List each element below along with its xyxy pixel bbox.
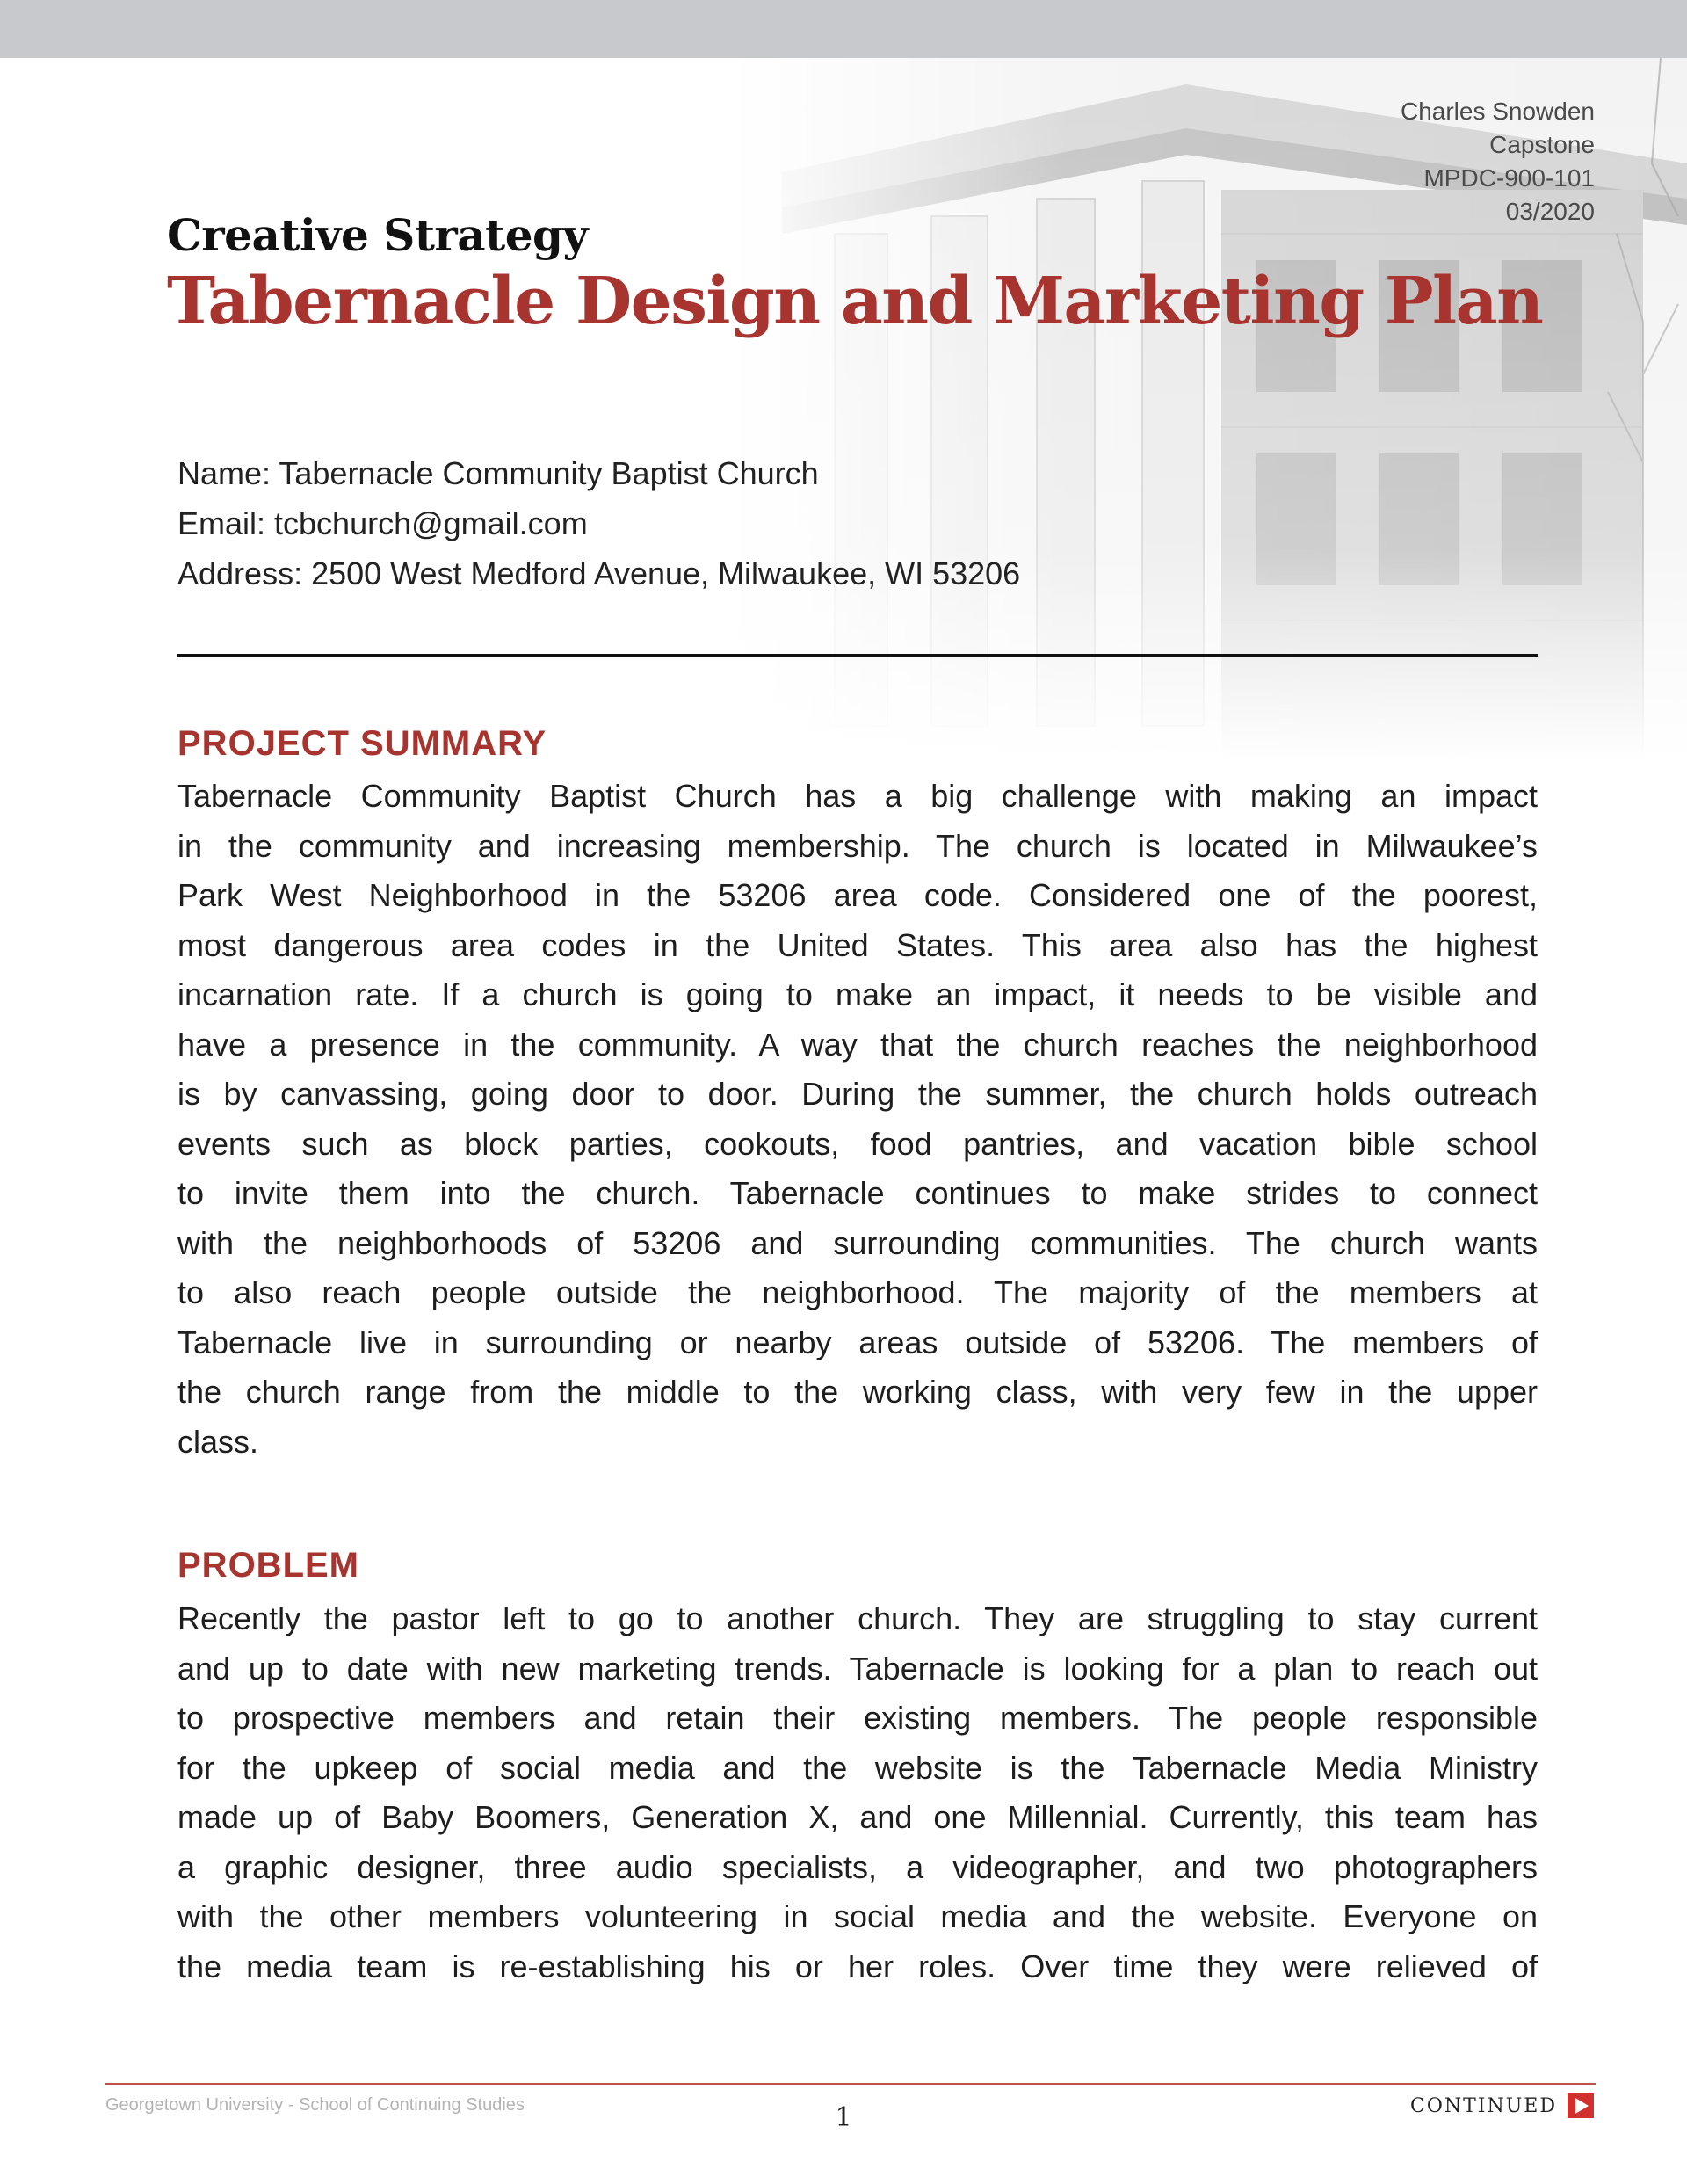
paragraph-line: with the neighborhoods of 53206 and surrounding communities. The church wants [177, 1224, 1538, 1261]
date: 03/2020 [1505, 198, 1595, 225]
paragraph-line: Tabernacle live in surrounding or nearby areas outside of 53206. The members of [177, 1324, 1538, 1360]
paragraph-line: for the upkeep of social media and the website is the Tabernacle Media Ministry [177, 1749, 1538, 1786]
course-code: MPDC-900-101 [1423, 164, 1595, 192]
author-name: Charles Snowden [1400, 98, 1595, 125]
play-arrow-icon[interactable] [1568, 2093, 1594, 2118]
paragraph-line: with the other members volunteering in social media and the website. Everyone on [177, 1898, 1538, 1934]
kicker-title: Creative Strategy [167, 209, 589, 261]
footer-institution: Georgetown University - School of Continuing Studies [105, 2095, 525, 2115]
project-summary-heading: PROJECT SUMMARY [177, 724, 547, 763]
project-summary-paragraph [177, 772, 1538, 1467]
paragraph-line: to invite them into the church. Tabernacle continues to make strides to connect [177, 1175, 1538, 1211]
paragraph-line: events such as block parties, cookouts, food pantries, and vacation bible school [177, 1125, 1538, 1162]
continued-label: CONTINUED [1410, 2094, 1557, 2117]
paragraph-line: is by canvassing, going door to door. During the summer, the church holds outreach [177, 1076, 1538, 1112]
problem-heading: PROBLEM [177, 1546, 359, 1585]
footer-divider [105, 2083, 1596, 2085]
paragraph-line: Park West Neighborhood in the 53206 area code. Considered one of the poorest, [177, 877, 1538, 913]
paragraph-line: most dangerous area codes in the United States. This area also has the highest [177, 926, 1538, 963]
paragraph-line: incarnation rate. If a church is going to make an impact, it needs to be visible and [177, 976, 1538, 1012]
paragraph-line: Recently the pastor left to go to another church. They are struggling to stay current [177, 1600, 1538, 1636]
contact-address: Address: 2500 West Medford Avenue, Milwaukee, WI 53206 [177, 555, 1021, 591]
page-title: Tabernacle Design and Marketing Plan [167, 264, 1543, 339]
paragraph-line: the church range from the middle to the working class, with very few in the upper [177, 1374, 1538, 1410]
paragraph-line: a graphic designer, three audio specialists, a videographer, and two photographers [177, 1848, 1538, 1885]
paragraph-line: in the community and increasing membership. The church is located in Milwaukee’s [177, 827, 1538, 864]
page-number: 1 [835, 2102, 852, 2133]
paragraph-line: made up of Baby Boomers, Generation X, and one Millennial. Currently, this team has [177, 1799, 1538, 1835]
paragraph-line: the media team is re-establishing his or her roles. Over time they were relieved of [177, 1948, 1538, 1984]
top-bar [0, 0, 1687, 58]
contact-name: Name: Tabernacle Community Baptist Church [177, 455, 819, 491]
paragraph-line: have a presence in the community. A way that the church reaches the neighborhood [177, 1026, 1538, 1063]
course-name: Capstone [1489, 131, 1595, 158]
author-block [1401, 95, 1595, 229]
paragraph-line: and up to date with new marketing trends. Tabernacle is looking for a plan to reach out [177, 1650, 1538, 1687]
paragraph-line: to also reach people outside the neighborhood. The majority of the members at [177, 1274, 1538, 1310]
paragraph-line: Tabernacle Community Baptist Church has a big challenge with making an impact [177, 778, 1538, 814]
contact-block [177, 448, 1020, 599]
contact-email: Email: tcbchurch@gmail.com [177, 505, 588, 541]
divider [177, 654, 1538, 657]
problem-paragraph [177, 1594, 1538, 1992]
continued-link[interactable] [1410, 2093, 1594, 2118]
paragraph-line: to prospective members and retain their existing members. The people responsible [177, 1700, 1538, 1736]
paragraph-line: class. [177, 1423, 259, 1460]
